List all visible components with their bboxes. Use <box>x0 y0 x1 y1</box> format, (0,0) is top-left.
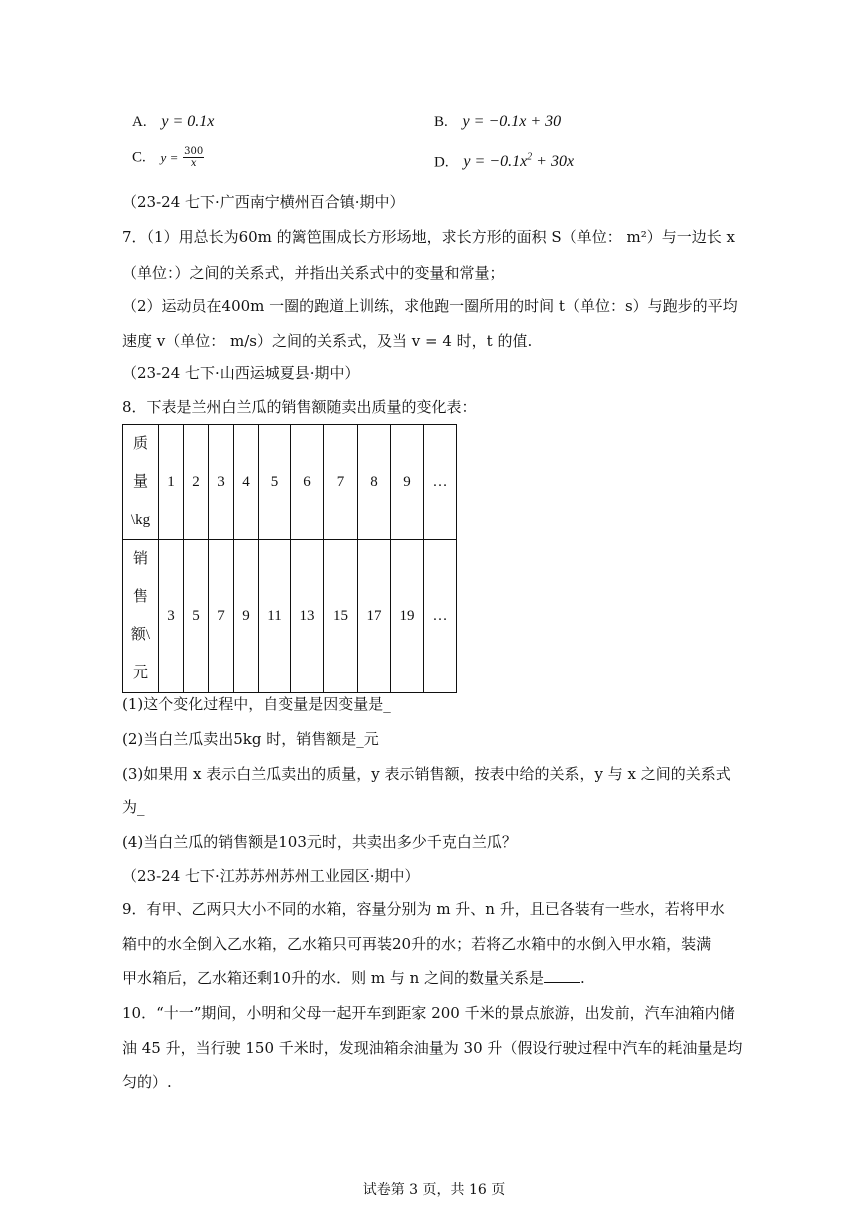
q10-line1: 10．“十一”期间，小明和父母一起开车到距家 200 千米的景点旅游，出发前，汽车油箱内储 <box>122 1004 735 1022</box>
option-c <box>132 146 204 169</box>
q7-line2: （单位：）之间的关系式，并指出关系式中的变量和常量； <box>122 264 505 282</box>
option-c-fraction <box>183 146 204 169</box>
table-cell: 3 <box>159 540 184 693</box>
table-header-mass: 质 量 \kg <box>123 425 159 540</box>
table-cell: 1 <box>159 425 184 540</box>
table-cell: 5 <box>259 425 291 540</box>
answer-blank <box>544 968 580 983</box>
option-a-expr: y = 0.1x <box>161 113 215 130</box>
q9-line2: 箱中的水全倒入乙水箱，乙水箱只可再装20升的水；若将乙水箱中的水倒入甲水箱，装满 <box>122 935 712 953</box>
q7-line3: （2）运动员在400m 一圈的跑道上训练，求他跑一圈所用的时间 t（单位：s）与跑步的平均 <box>122 297 738 315</box>
option-a <box>132 112 214 131</box>
page-footer: 试卷第 3 页，共 16 页 <box>362 1182 506 1198</box>
q8-part1: (1)这个变化过程中，自变量是因变量是_ <box>122 695 391 713</box>
q9-line3: 甲水箱后，乙水箱还剩10升的水．则 m 与 n 之间的数量关系是 . <box>122 969 585 987</box>
table-cell: 19 <box>391 540 424 693</box>
table-cell: … <box>424 540 457 693</box>
q8-part3a: (3)如果用 x 表示白兰瓜卖出的质量，y 表示销售额，按表中给的关系，y 与 x 之间的关系式 <box>122 765 731 783</box>
q7-line1: 7．（1）用总长为60m 的篱笆围成长方形场地，求长方形的面积 S（单位： m²）与一边长 x <box>122 228 735 246</box>
option-c-denominator: x <box>190 158 197 169</box>
q10-line3: 匀的）. <box>122 1073 172 1091</box>
table-cell: 9 <box>391 425 424 540</box>
table-cell: 7 <box>324 425 358 540</box>
sales-table <box>122 424 457 693</box>
q7-source: （23-24 七下·广西南宁横州百合镇·期中） <box>122 193 405 211</box>
q8-part3b: 为_ <box>122 798 145 816</box>
q8-part2: (2)当白兰瓜卖出5kg 时，销售额是_元 <box>122 730 379 748</box>
table-cell: 6 <box>291 425 324 540</box>
option-c-letter: C. <box>132 149 146 166</box>
option-d <box>434 152 574 171</box>
q8-part4: (4)当白兰瓜的销售额是103元时，共卖出多少千克白兰瓜？ <box>122 833 517 851</box>
option-b <box>434 112 561 131</box>
table-cell: 5 <box>184 540 209 693</box>
table-cell: 17 <box>358 540 391 693</box>
option-d-letter: D. <box>434 154 449 171</box>
q8-source: （23-24 七下·山西运城夏县·期中） <box>122 364 360 382</box>
table-row-mass <box>123 425 457 540</box>
table-cell: 15 <box>324 540 358 693</box>
table-cell: 8 <box>358 425 391 540</box>
option-c-lhs: y = <box>160 149 179 165</box>
table-cell: 2 <box>184 425 209 540</box>
q9-source: （23-24 七下·江苏苏州苏州工业园区·期中） <box>122 867 420 885</box>
q8-intro: 8．下表是兰州白兰瓜的销售额随卖出质量的变化表： <box>122 398 477 416</box>
table-cell: 9 <box>234 540 259 693</box>
option-d-expr: $y = -0.1x^2 + 30x$ <box>463 152 575 171</box>
option-b-expr: y = −0.1x + 30 <box>462 113 562 130</box>
option-b-letter: B. <box>434 114 448 130</box>
table-cell: 13 <box>291 540 324 693</box>
table-cell: … <box>424 425 457 540</box>
table-cell: 7 <box>209 540 234 693</box>
table-cell: 4 <box>234 425 259 540</box>
table-row-sales <box>123 540 457 693</box>
table-header-sales: 销 售 额\ 元 <box>123 540 159 693</box>
q10-line2: 油 45 升，当行驶 150 千米时，发现油箱余油量为 30 升（假设行驶过程中汽车的耗油量是均 <box>122 1039 743 1057</box>
table-cell: 3 <box>209 425 234 540</box>
q7-line4: 速度 v（单位： m/s）之间的关系式，及当 v = 4 时，t 的值. <box>122 332 533 350</box>
q9-line1: 9．有甲、乙两只大小不同的水箱，容量分别为 m 升、n 升，且已各装有一些水，若将甲水 <box>122 900 725 918</box>
option-a-letter: A. <box>132 114 147 130</box>
table-cell: 11 <box>259 540 291 693</box>
option-c-numerator: 300 <box>184 146 204 157</box>
